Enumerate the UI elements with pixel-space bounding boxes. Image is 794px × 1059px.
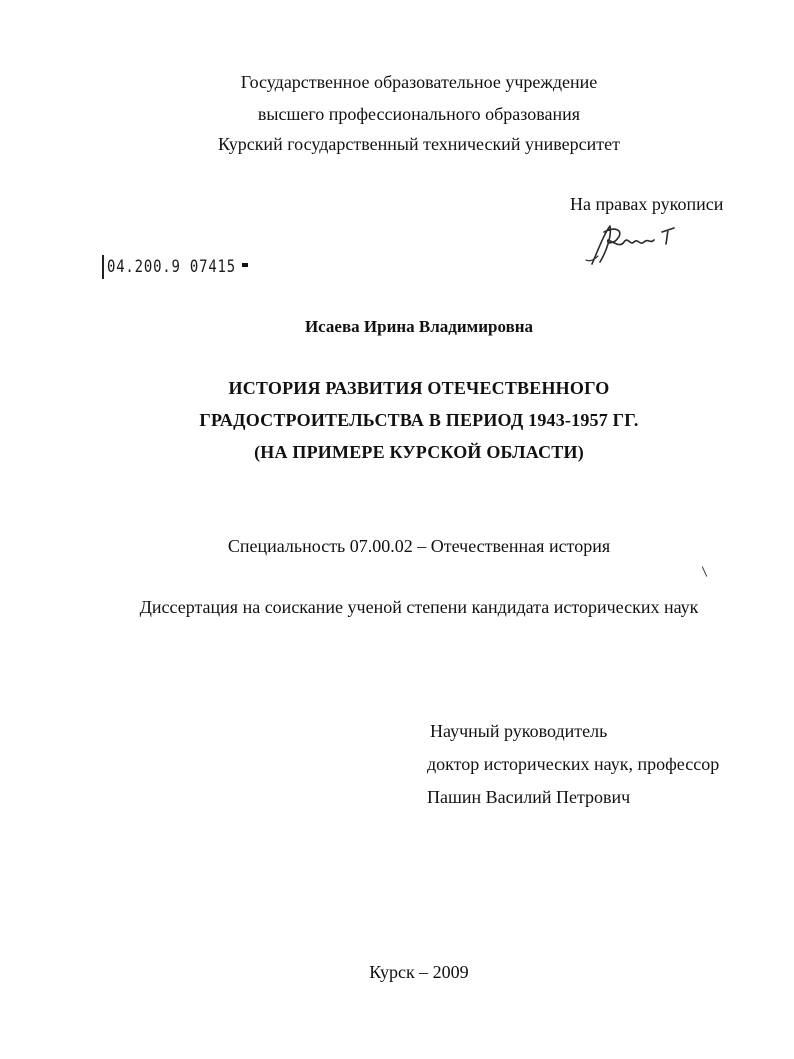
signature-icon — [584, 220, 694, 270]
title-line-3: (НА ПРИМЕРЕ КУРСКОЙ ОБЛАСТИ) — [254, 442, 584, 462]
title-line-1: ИСТОРИЯ РАЗВИТИЯ ОТЕЧЕСТВЕННОГО — [228, 378, 610, 398]
dissertation-purpose: Диссертация на соискание ученой степени кандидата исторических наук — [139, 597, 699, 617]
registration-code: 04.200.9 07415 — [107, 257, 236, 277]
title-line-2: ГРАДОСТРОИТЕЛЬСТВА В ПЕРИОД 1943-1957 ГГ. — [199, 410, 639, 430]
stamp-mark — [242, 263, 248, 267]
author-name: Исаева Ирина Владимировна — [304, 317, 534, 336]
institution-line-2: высшего профессионального образования — [257, 104, 581, 124]
rights-label: На правах рукописи — [570, 194, 724, 214]
supervisor-degree: доктор исторических наук, профессор — [427, 754, 720, 774]
registration-stamp — [102, 257, 252, 283]
supervisor-name: Пашин Василий Петрович — [427, 787, 631, 807]
institution-line-3: Курский государственный технический университет — [218, 134, 620, 154]
institution-line-1: Государственное образовательное учреждение — [240, 72, 598, 92]
city-year: Курск – 2009 — [369, 962, 469, 982]
supervisor-role: Научный руководитель — [430, 721, 608, 741]
scan-mark — [702, 566, 708, 576]
stamp-bar — [102, 255, 104, 279]
specialty: Специальность 07.00.02 – Отечественная история — [227, 536, 611, 556]
